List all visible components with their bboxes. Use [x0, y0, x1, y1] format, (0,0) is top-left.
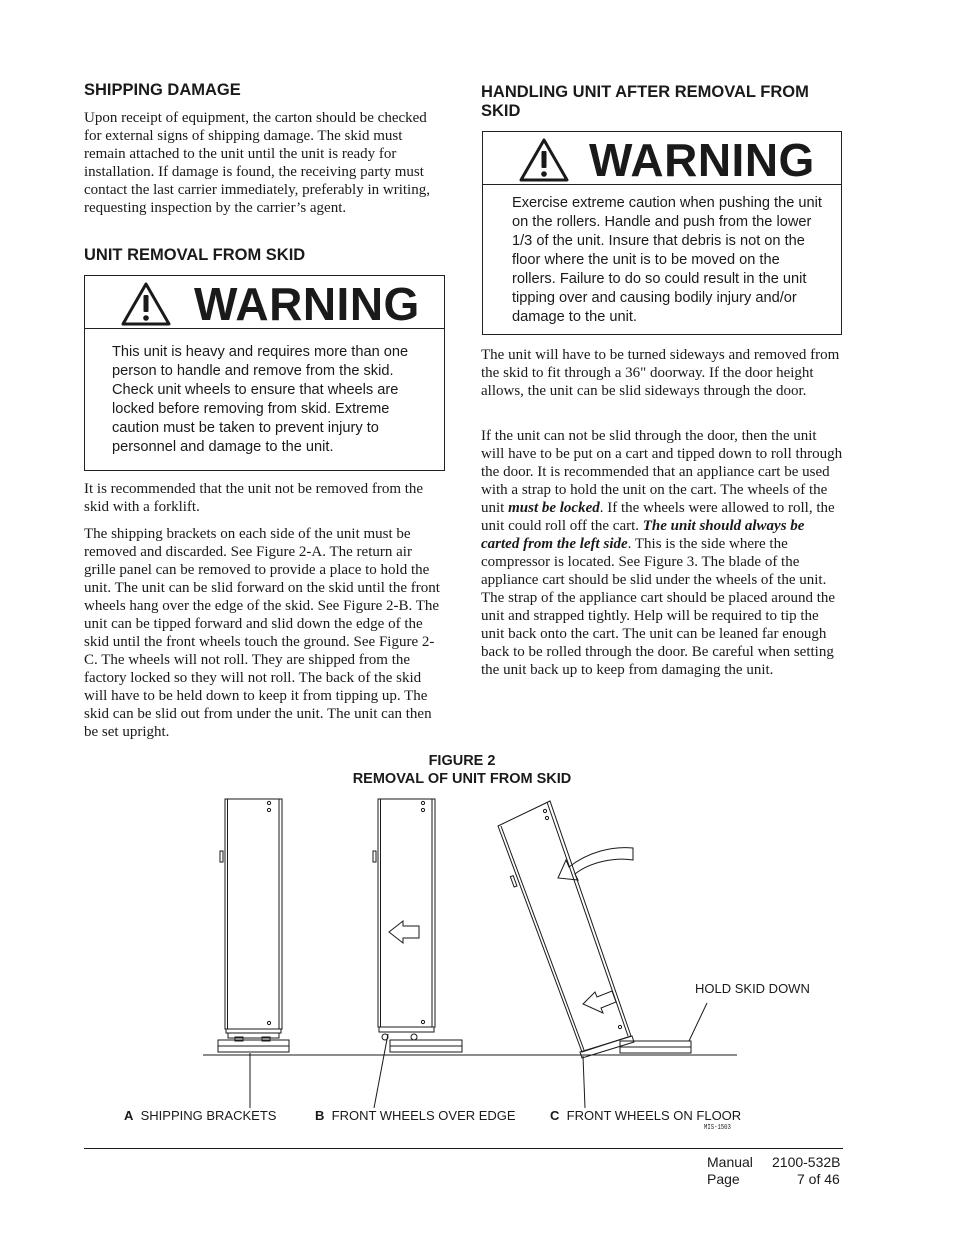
label-c — [550, 1108, 741, 1123]
shipping-brackets-paragraph: The shipping brackets on each side of the unit must be removed and discarded. See Figure 2-A. The return air grille panel can be removed to provide a place to hold the unit. The unit can be slid forward on the skid until the front wheels hang over the edge of the skid. See Figure 2-B. The unit can be tipped forward and slid down the edge of the skid until the front wheels touch the ground. See Figure 2-C. The wheels will not roll. They are shipped from the factory locked so they will not roll. The back of the skid will have to be held down to keep it from tipping up. The skid can be slid out from under the unit. The unit can then be set upright. — [84, 526, 440, 740]
cart-text-1: If the unit can not be slid through the door, then the unit will have to be put on a cart and tipped down to roll through the door. It is recommended that an appliance cart be used with a strap to hold the unit on the cart. The wheels of the unit — [481, 428, 843, 516]
leader-b — [374, 1034, 388, 1108]
page-number: 7 of 46 — [797, 1171, 840, 1187]
label-b-text: FRONT WHEELS OVER EDGE — [331, 1108, 516, 1123]
handling-heading: HANDLING UNIT AFTER REMOVAL FROM SKID — [481, 83, 809, 120]
hold-skid-label: HOLD SKID DOWN — [695, 981, 810, 996]
label-a — [124, 1108, 276, 1123]
leader-hold — [689, 1003, 707, 1041]
manual-number: 2100-532B — [772, 1154, 841, 1170]
forklift-paragraph: It is recommended that the unit not be removed from the skid with a forklift. — [84, 481, 424, 515]
warning-title: WARNING — [589, 134, 815, 186]
push-arrow-icon — [389, 921, 419, 943]
warning-text: Exercise extreme caution when pushing the unit on the rollers. Handle and push from the lower 1/3 of the unit. Insure that debris is not on the floor where the unit is to be moved on the rollers. Failure to do so could result in the unit tipping over and causing bodily injury and/or damage to the unit. — [512, 195, 822, 325]
shipping-damage-heading: SHIPPING DAMAGE — [84, 81, 241, 99]
cart-text-2: . If the wheels were allowed to roll, the unit could roll off the cart. — [481, 500, 835, 534]
slide-arrow-icon — [583, 991, 616, 1013]
label-c-letter: C — [550, 1108, 560, 1123]
label-b — [315, 1108, 516, 1123]
label-b-letter: B — [315, 1108, 325, 1123]
manual-label: Manual — [707, 1154, 753, 1170]
shipping-damage-text: Upon receipt of equipment, the carton should be checked for external signs of shipping damage. The skid must remain attached to the unit until the unit is ready for installation. If damage is found, the receiving party must contact the last carrier immediately, preferably in writing, requesting inspection by the carrier’s agent. — [84, 110, 430, 216]
figure-title: REMOVAL OF UNIT FROM SKID — [352, 771, 572, 787]
cart-emphasis-left-side: The unit should always be carted from the left side — [481, 518, 805, 552]
warning-text: This unit is heavy and requires more than one person to handle and remove from the skid. Check unit wheels to ensure that wheels are locked before removing from skid. Extreme caution must be taken to prevent injury to personnel and damage to the unit. — [112, 344, 409, 455]
label-a-text: SHIPPING BRACKETS — [140, 1108, 277, 1123]
cart-emphasis-locked: must be locked — [508, 500, 600, 516]
cart-text-3: . This is the side where the compressor is located. See Figure 3. The blade of the appliance cart should be slid under the wheels of the unit. The strap of the appliance cart should be placed around the unit and strapped tightly. Help will be required to tip the unit back onto the cart. The unit can be leaned far enough back to be rolled through the door. Be careful when setting the unit back up to keep from damaging the unit. — [481, 536, 836, 678]
label-c-text: FRONT WHEELS ON FLOOR — [566, 1108, 742, 1123]
figure-number: FIGURE 2 — [428, 753, 496, 769]
leader-c — [583, 1056, 585, 1108]
doorway-paragraph: The unit will have to be turned sideways and removed from the skid to fit through a 36" doorway. If the door height allows, the unit can be slid sideways through the door. — [481, 347, 840, 399]
unit-c — [498, 801, 691, 1058]
unit-b — [373, 799, 462, 1052]
tip-arrow-icon — [558, 848, 633, 880]
footer-rule — [84, 1148, 843, 1149]
label-a-letter: A — [124, 1108, 134, 1123]
unit-removal-heading: UNIT REMOVAL FROM SKID — [84, 246, 306, 264]
unit-a — [218, 799, 289, 1052]
warning-title: WARNING — [194, 278, 420, 330]
page-label: Page — [707, 1171, 740, 1187]
drawing-code: MIS-1503 — [704, 1124, 731, 1132]
